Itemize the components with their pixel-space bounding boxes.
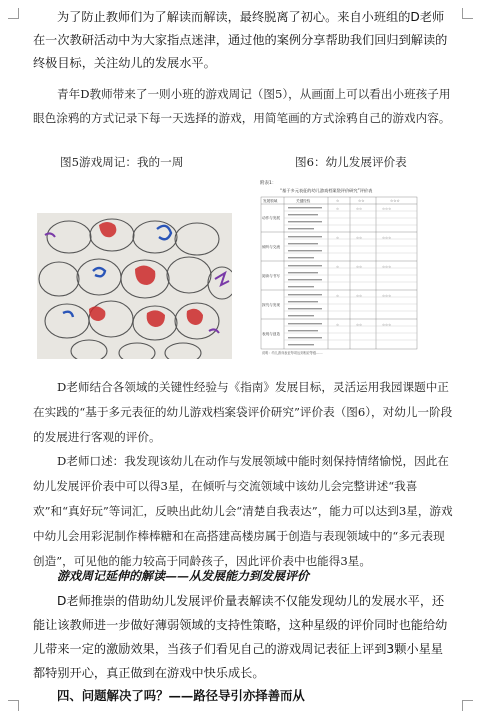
svg-text:☆☆: ☆☆ — [356, 265, 363, 269]
table-domain-5: 表现与创造 — [262, 332, 280, 336]
svg-text:☆: ☆ — [336, 207, 340, 211]
svg-text:☆☆: ☆☆ — [356, 207, 363, 211]
paragraph-teacher-narration: D老师口述：我发现该幼儿在动作与发展领域中能时刻保持情绪愉悦，因此在幼儿发展评价表中可以得3星，在倾听与交流领域中该幼儿会完整讲述“我喜欢”和“真好玩”等词汇，反映出此幼儿会“清楚自我表达”，能力可以达到3星，游戏中幼儿会用彩泥制作棒棒糖和在高搭建高楼房属于创造与表现领域中的“多元表现创造”，可见他的能力较高于同龄孩子，因此评价表中也能得3星。 — [33, 454, 453, 568]
svg-text:☆☆☆: ☆☆☆ — [382, 294, 392, 298]
svg-text:☆: ☆ — [336, 236, 340, 240]
table-title: “基于多元表征的幼儿游戏档案袋评价研究”评价表 — [280, 188, 373, 193]
figure-5-drawing-photo — [37, 213, 232, 359]
svg-text:☆☆☆: ☆☆☆ — [382, 236, 392, 240]
evaluation-table-graphic — [258, 177, 420, 358]
table-domain-1: 动作与发展 — [262, 216, 280, 220]
crop-mark-bottom-left — [8, 700, 19, 711]
figure-6-evaluation-table — [258, 177, 420, 358]
table-footer-note: 说明：幼儿游戏表征每项达到相应等级…… — [262, 351, 323, 355]
table-header-domain: 发展领域 — [263, 199, 278, 203]
drawing-illustration — [37, 213, 232, 359]
svg-text:☆☆☆: ☆☆☆ — [382, 323, 392, 327]
crop-mark-top-right — [462, 8, 473, 19]
svg-text:☆☆: ☆☆ — [356, 323, 363, 327]
crop-mark-bottom-right — [462, 700, 473, 711]
figure-6-caption: 图6：幼儿发展评价表 — [295, 155, 407, 169]
svg-text:☆☆☆: ☆☆☆ — [382, 265, 392, 269]
svg-text:☆: ☆ — [336, 265, 340, 269]
table-domain-3: 阅读与书写 — [262, 274, 280, 278]
paragraph-conclusion: D老师推崇的借助幼儿发展评价量表解读不仅能发现幼儿的发展水平，还能让该教师进一步做好薄弱领域的支持性策略，这种星级的评价同时也能给幼儿带来一定的激励效果，当孩子们看见自己的游戏周记表征上评到3颗小星星都特别开心，真正做到在游戏中快乐成长。 — [33, 594, 448, 680]
table-domain-4: 探究与发现 — [262, 303, 280, 307]
table-header-two-star: ☆☆ — [358, 199, 365, 203]
paragraph-diary: 青年D教师带来了一则小班的游戏周记（图5），从画面上可以看出小班孩子用眼色涂鸦的方式记录下每一天选择的游戏，用简笔画的方式涂鸦自己的游戏内容。 — [33, 87, 451, 125]
subheading-extension: 游戏周记延伸的解读——从发展能力到发展评价 — [57, 569, 310, 583]
table-domain-2: 倾听与交流 — [262, 245, 280, 249]
crop-mark-top-left — [8, 8, 19, 19]
paragraph-evaluation: D老师结合各领域的关键性经验与《指南》发展目标，灵活运用我园课题中正在实践的“基于多元表征的幼儿游戏档案袋评价研究”评价表（图6），对幼儿一阶段的发展进行客观的评价。 — [33, 380, 453, 444]
svg-text:☆☆: ☆☆ — [356, 294, 363, 298]
table-header-three-star: ☆☆☆ — [390, 199, 400, 203]
svg-text:☆: ☆ — [336, 294, 340, 298]
paragraph-intro: 为了防止教师们为了解读而解读，最终脱离了初心。来自小班组的D老师在一次教研活动中为大家指点迷津，通过他的案例分享帮助我们回归到解读的终极目标，关注幼儿的发展水平。 — [33, 10, 448, 70]
svg-text:☆☆☆: ☆☆☆ — [382, 207, 392, 211]
svg-text:☆: ☆ — [336, 323, 340, 327]
table-header-experience: 关键经验 — [296, 199, 311, 203]
table-header-one-star: ☆ — [336, 199, 340, 203]
figure-5-caption: 图5游戏周记：我的一周 — [60, 155, 184, 169]
section-heading-four: 四、问题解决了吗？——路径导引亦择善而从 — [57, 688, 305, 703]
table-label: 附表1： — [260, 181, 277, 186]
svg-text:☆☆: ☆☆ — [356, 236, 363, 240]
